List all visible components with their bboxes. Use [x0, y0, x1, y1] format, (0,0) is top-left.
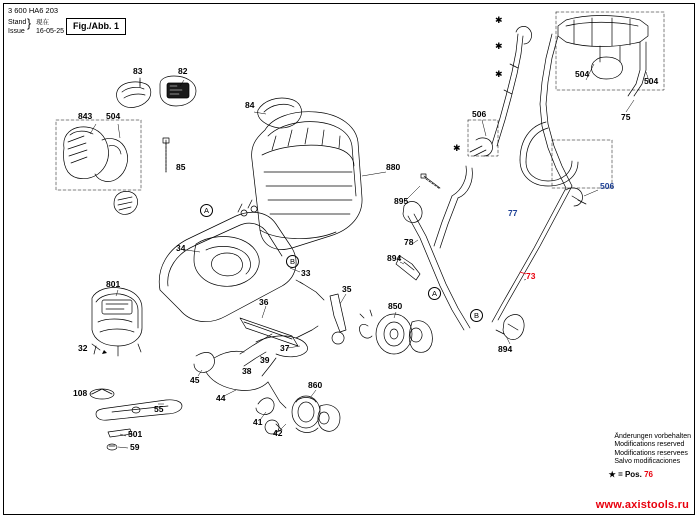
marker-b-1: B: [286, 255, 299, 268]
part-number: 3 600 HA6 203: [8, 6, 59, 15]
callout-843: 843: [78, 111, 93, 121]
legend-position-note: [609, 470, 653, 479]
legend-line-en: Modifications reserved: [614, 441, 685, 449]
callout-36: 36: [259, 297, 269, 307]
callout-39: 39: [260, 355, 270, 365]
star-marker-4: ✱: [453, 143, 461, 153]
callout-860: 860: [308, 380, 323, 390]
figure-label: Fig./Abb. 1: [66, 18, 126, 35]
callout-55: 55: [154, 404, 164, 414]
star-marker-2: ✱: [495, 41, 503, 51]
legend-block: [614, 433, 691, 467]
callout-894-right: 894: [498, 344, 513, 354]
star-marker-3: ✱: [495, 69, 503, 79]
callout-34: 34: [176, 243, 186, 253]
callout-59: 59: [130, 442, 140, 452]
callout-504-left: 504: [106, 111, 121, 121]
marker-b-2: B: [470, 309, 483, 322]
stand-label: Stand: [8, 19, 27, 26]
issue-label: Issue: [8, 28, 25, 35]
marker-a-2: A: [428, 287, 441, 300]
callout-44: 44: [216, 393, 226, 403]
callout-37: 37: [280, 343, 290, 353]
callout-108: 108: [73, 388, 88, 398]
callout-501: 501: [128, 429, 143, 439]
callout-82: 82: [178, 66, 188, 76]
callout-880: 880: [386, 162, 401, 172]
star-marker-1: ✱: [495, 15, 503, 25]
callout-83: 83: [133, 66, 143, 76]
callout-32: 32: [78, 343, 88, 353]
callout-42: 42: [273, 428, 283, 438]
legend-line-fr: Modifications reservees: [614, 449, 688, 457]
callout-85: 85: [176, 162, 186, 172]
legend-line-es: Salvo modificaciones: [614, 458, 681, 466]
callout-850: 850: [388, 301, 403, 311]
callout-78: 78: [404, 237, 414, 247]
callout-504-upper: 504: [575, 69, 590, 79]
callout-506-right: 506: [600, 181, 615, 191]
legend-line-de: Änderungen vorbehalten: [614, 432, 691, 440]
callout-73: 73: [526, 271, 536, 281]
issue-date: 16-05-25: [36, 28, 65, 35]
callout-38: 38: [242, 366, 252, 376]
watermark-url: www.axistools.ru: [595, 499, 689, 511]
callout-41: 41: [253, 417, 263, 427]
callout-504-right: 504: [644, 76, 659, 86]
callout-801: 801: [106, 279, 121, 289]
callout-894-left: 894: [387, 253, 402, 263]
callout-35: 35: [342, 284, 352, 294]
callout-895: 895: [394, 196, 409, 206]
callout-45: 45: [190, 375, 200, 385]
callout-84: 84: [245, 100, 255, 110]
legend-position-prefix: ★ = Pos.: [608, 470, 642, 479]
japanese-date-label: 現在: [36, 19, 49, 26]
callout-506-left: 506: [472, 109, 487, 119]
legend-position-number: 76: [644, 470, 653, 479]
callout-75: 75: [621, 112, 631, 122]
page-border: [3, 3, 695, 515]
marker-a-1: A: [200, 204, 213, 217]
callout-33: 33: [301, 268, 311, 278]
header-brace: }: [27, 16, 32, 30]
callout-77: 77: [508, 208, 518, 218]
